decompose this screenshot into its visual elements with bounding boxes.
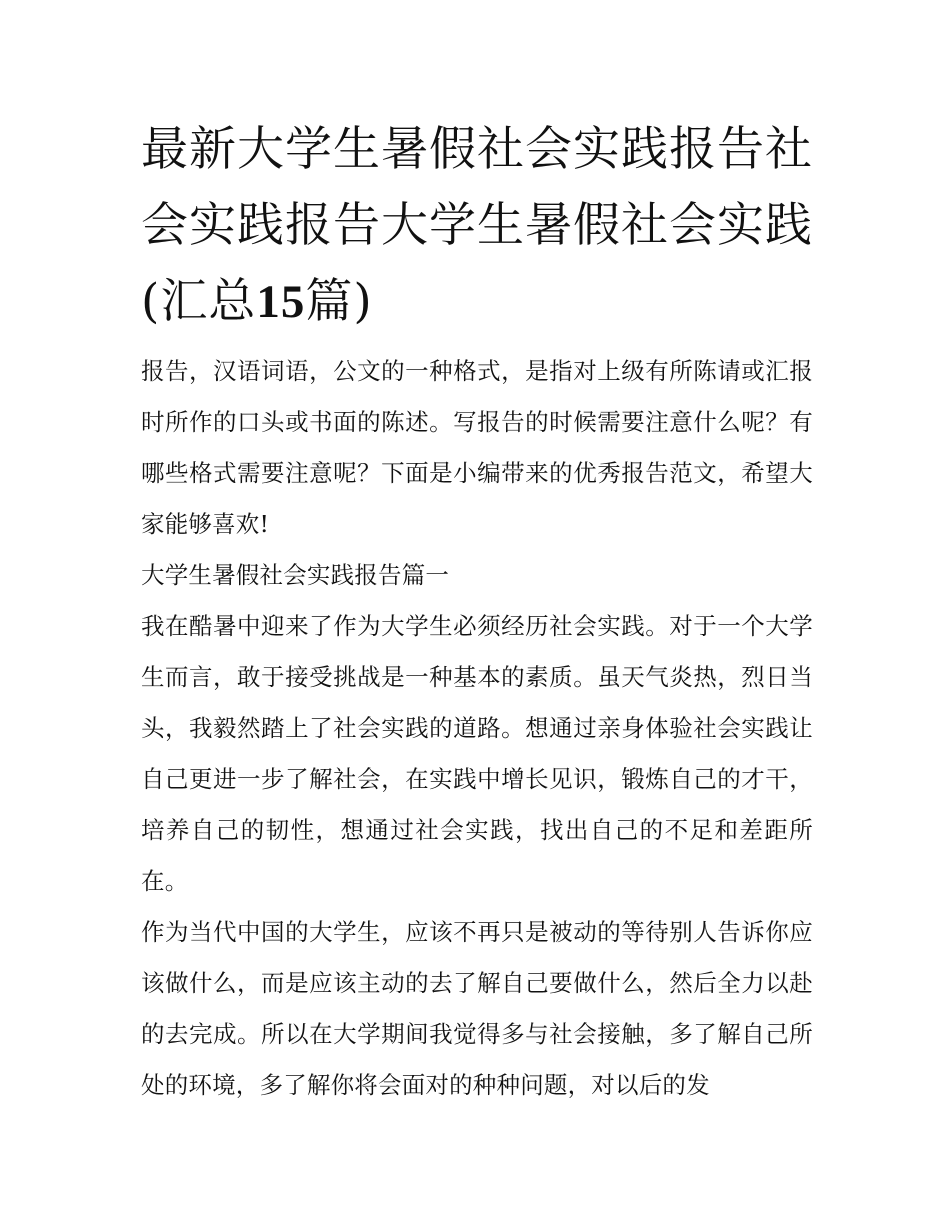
title-text: 最新大学生暑假社会实践报告社会实践报告大学生暑假社会实践(汇总 <box>141 122 813 329</box>
intro-paragraph: 报告，汉语词语，公文的一种格式，是指对上级有所陈请或汇报时所作的口头或书面的陈述。写报告的时候需要注意什么呢？有哪些格式需要注意呢？下面是小编带来的优秀报告范文，希望大家能够喜欢! <box>141 357 813 538</box>
title-count: 15 <box>256 276 306 328</box>
document-content <box>141 112 813 1111</box>
body-paragraph: 我在酷暑中迎来了作为大学生必须经历社会实践。对于一个大学生而言，敢于接受挑战是一种基本的素质。虽天气炎热，烈日当头，我毅然踏上了社会实践的道路。想通过亲身体验社会实践让自己更进一步了解社会，在实践中增长见识，锻炼自己的才干，培养自己的韧性，想通过社会实践，找出自己的不足和差距所在。 <box>141 612 813 895</box>
body-paragraph: 作为当代中国的大学生，应该不再只是被动的等待别人告诉你应该做什么，而是应该主动的去了解自己要做什么，然后全力以赴的去完成。所以在大学期间我觉得多与社会接触，多了解自己所处的环境，多了解你将会面对的种种问题，对以后的发 <box>141 918 813 1099</box>
section-heading: 大学生暑假社会实践报告篇一 <box>141 561 450 589</box>
title-suffix: 篇) <box>305 274 373 329</box>
document-title <box>141 112 813 340</box>
